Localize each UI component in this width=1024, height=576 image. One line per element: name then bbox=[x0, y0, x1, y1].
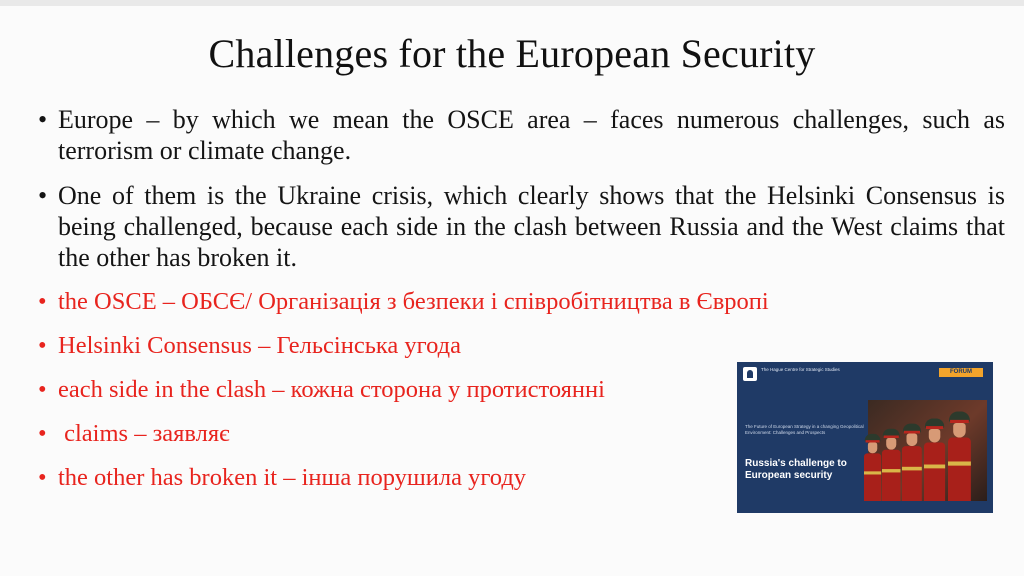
bullet-text: Europe – by which we mean the OSCE area – faces numerous challenges, such as terrorism or climate change. bbox=[58, 105, 1005, 165]
soldier-figure bbox=[902, 424, 922, 501]
soldier-figure bbox=[864, 434, 881, 501]
top-strip bbox=[0, 0, 1024, 6]
vocab-text: the other has broken it – інша порушила угоду bbox=[58, 464, 527, 491]
bullet-text: One of them is the Ukraine crisis, which clearly shows that the Helsinki Consensus is being challenged, because each side in the clash between Russia and the West claims that the other has broken it. bbox=[58, 181, 1005, 272]
bullet-dot: • bbox=[38, 288, 47, 315]
slide-title: Challenges for the European Security bbox=[208, 31, 816, 76]
cover-title: Russia's challenge to European security bbox=[745, 458, 847, 481]
bullet-dot: • bbox=[38, 332, 47, 359]
bullet-dot: • bbox=[38, 181, 48, 210]
soldiers-photo bbox=[868, 400, 987, 501]
bullet-dot: • bbox=[38, 464, 47, 491]
vocab-item bbox=[30, 331, 1005, 361]
hcss-logo-icon bbox=[743, 367, 757, 381]
vocab-text: Helsinki Consensus – Гельсінська угода bbox=[58, 332, 461, 359]
soldier-figure bbox=[924, 418, 945, 501]
vocab-item bbox=[30, 287, 1005, 317]
bullet-item bbox=[30, 180, 1005, 273]
cover-org-name: The Hague Centre for Strategic Studies bbox=[761, 367, 840, 372]
vocab-text: claims – заявляє bbox=[58, 420, 230, 447]
bullet-dot: • bbox=[38, 376, 47, 403]
cover-subtitle: The Future of European Strategy in a changing Geopolitical Environment: Challenges and Prospects bbox=[745, 424, 864, 435]
report-cover-image bbox=[737, 362, 993, 513]
soldier-figure bbox=[882, 429, 900, 501]
cover-badge: FORUM bbox=[939, 368, 983, 377]
vocab-text: the OSCE – ОБСЄ/ Організація з безпеки і співробітництва в Європі bbox=[58, 288, 769, 315]
soldier-figure bbox=[948, 412, 971, 501]
bullet-item bbox=[30, 104, 1005, 166]
vocab-text: each side in the clash – кожна сторона у протистоянні bbox=[58, 376, 605, 403]
bullet-dot: • bbox=[38, 105, 48, 134]
bullet-dot: • bbox=[38, 420, 47, 447]
